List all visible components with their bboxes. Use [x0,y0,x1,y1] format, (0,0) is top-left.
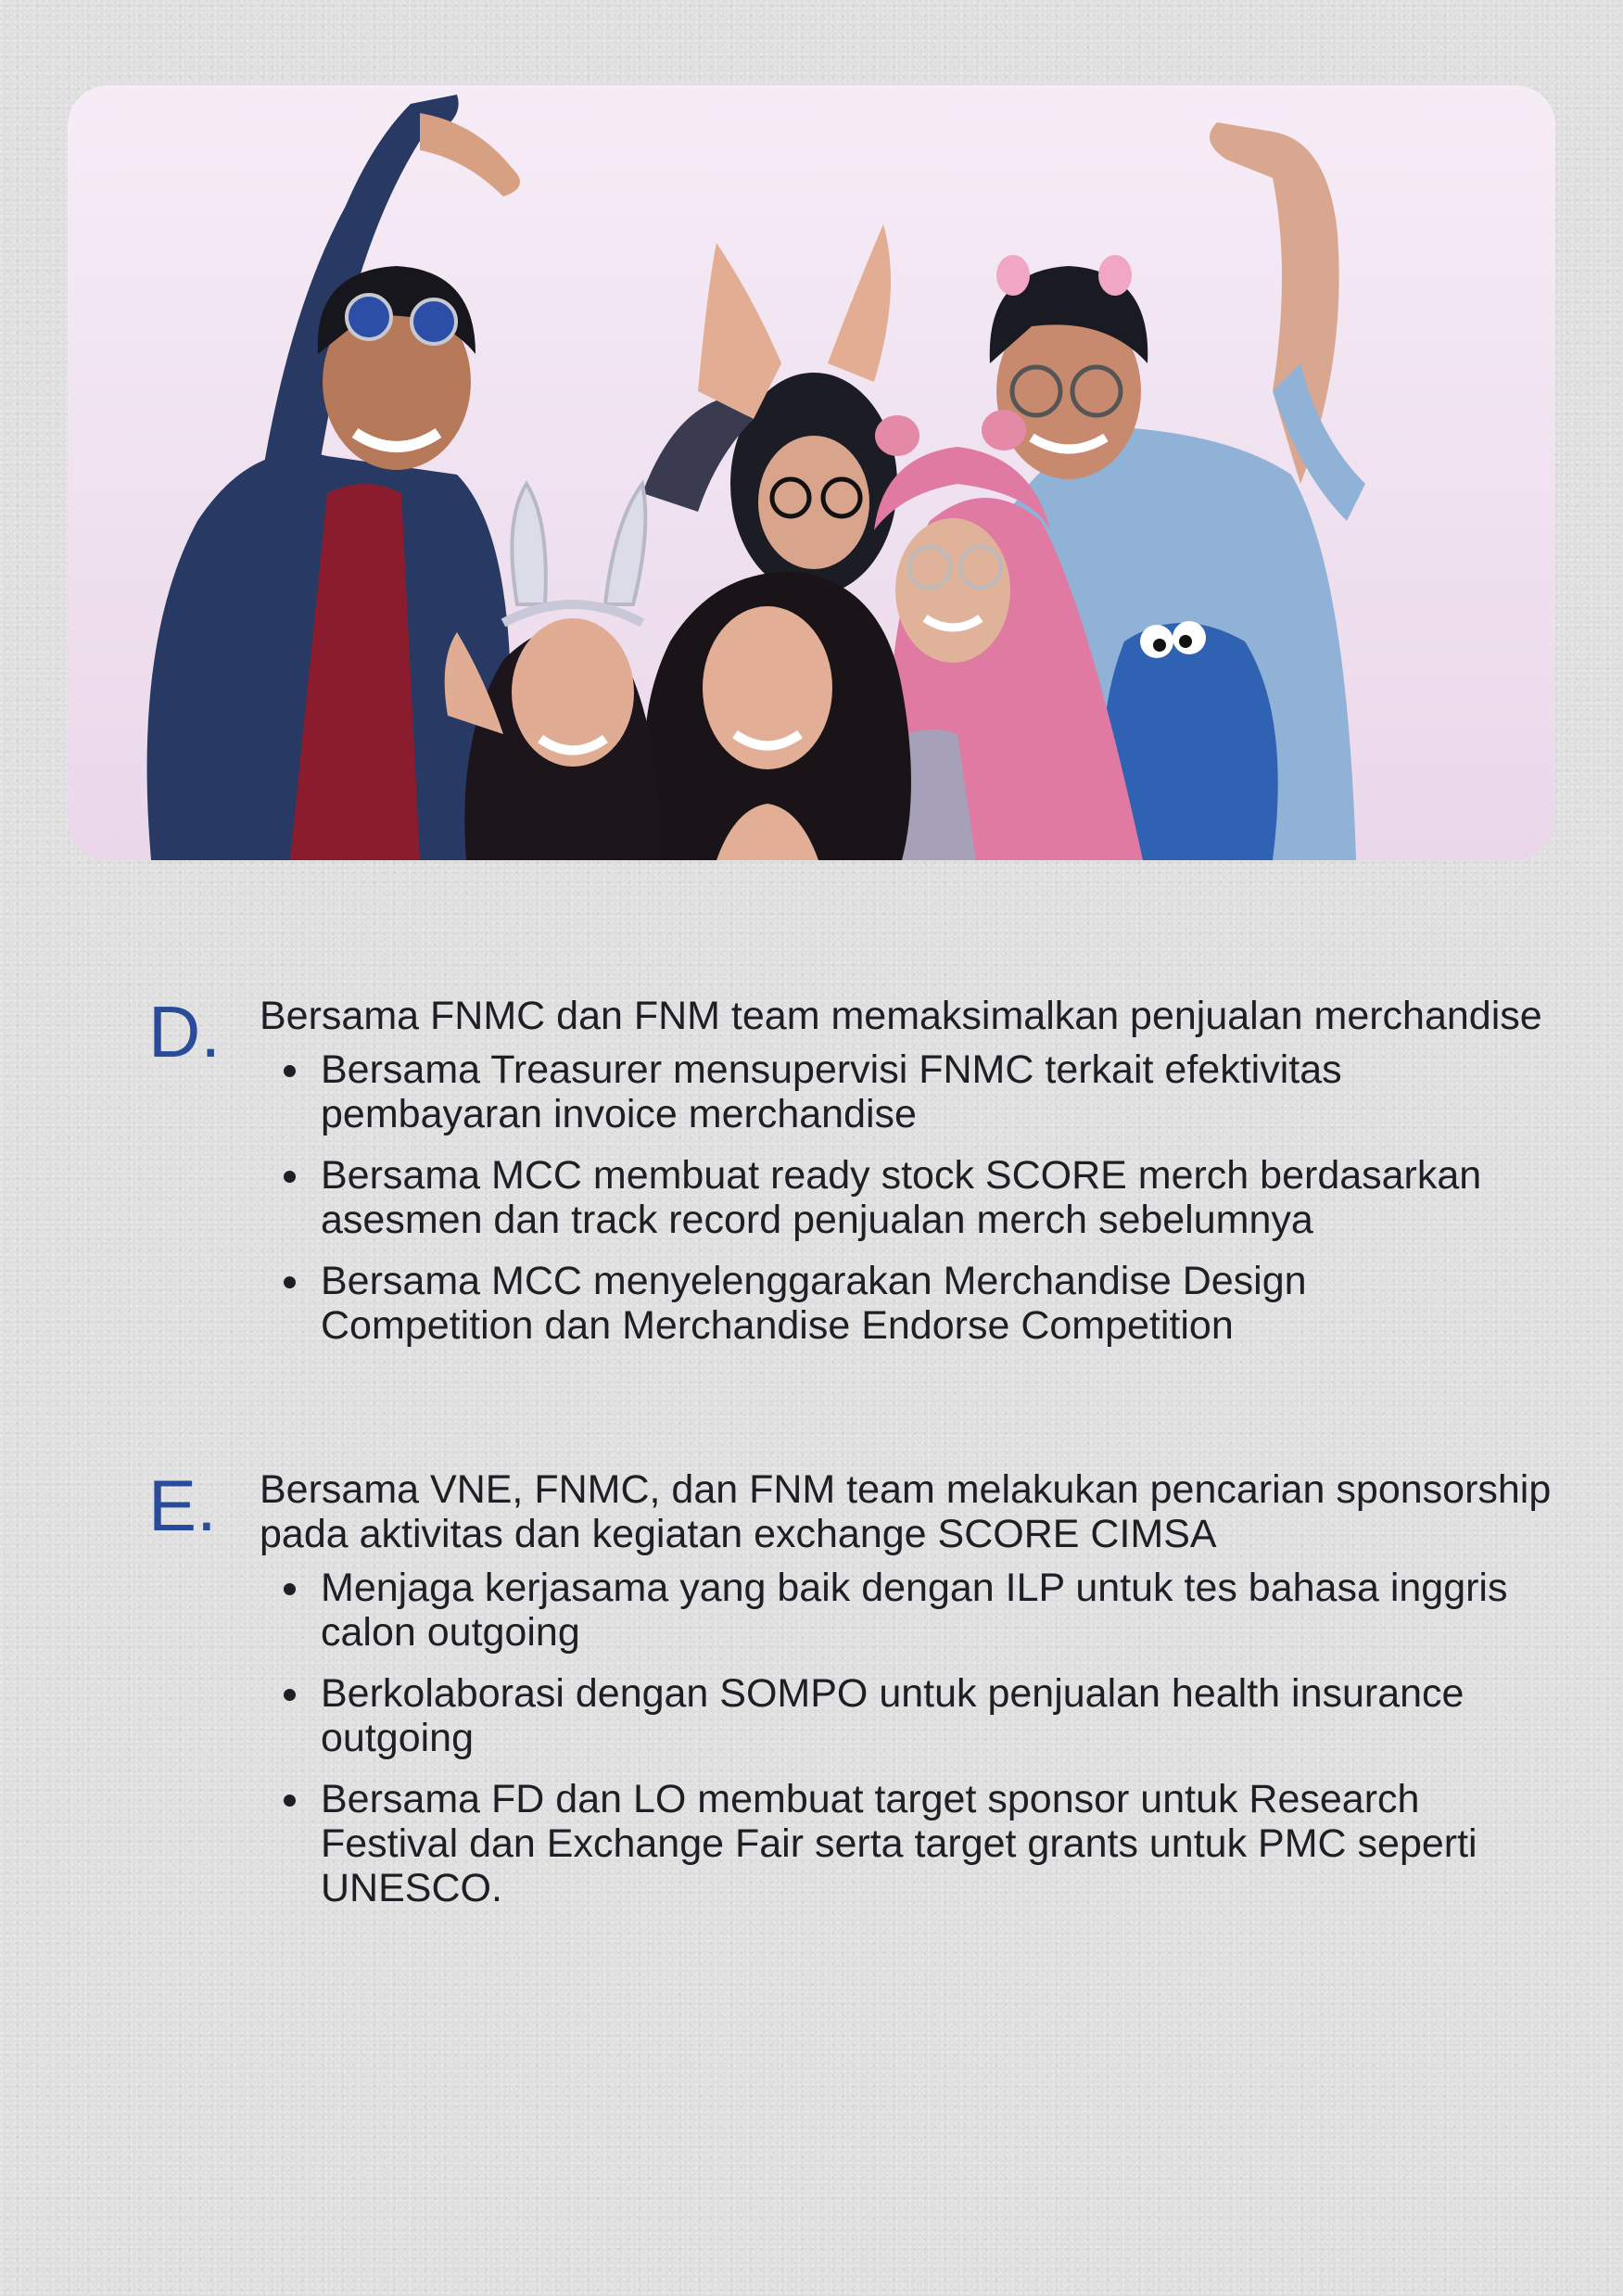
list-item [321,1047,1516,1136]
list-item [321,1259,1516,1348]
bullet-icon [284,1276,296,1288]
bullet-icon [284,1795,296,1807]
bullet-list [321,1047,1516,1348]
list-item-text: Bersama MCC membuat ready stock SCORE merch berdasarkan asesmen dan track record penjualan merch sebelumnya [321,1153,1482,1242]
section-e [139,1467,1566,1927]
list-item [321,1566,1516,1655]
list-item [321,1153,1516,1242]
list-item-text: Bersama FD dan LO membuat target sponsor untuk Research Festival dan Exchange Fair serta target grants untuk PMC seperti UNESCO. [321,1777,1477,1910]
group-photo-image [68,85,1555,860]
list-item-text: Bersama MCC menyelenggarakan Merchandise Design Competition dan Merchandise Endorse Competition [321,1259,1307,1348]
section-d [139,991,1566,1364]
bullet-icon [284,1171,296,1183]
list-item-text: Berkolaborasi dengan SOMPO untuk penjualan health insurance outgoing [321,1671,1465,1760]
section-heading: Bersama VNE, FNMC, dan FNM team melakukan pencarian sponsorship pada aktivitas dan kegiatan exchange SCORE CIMSA [260,1467,1552,1556]
section-letter: D. [148,991,221,1072]
group-photo [68,85,1555,860]
bullet-icon [284,1065,296,1077]
section-letter: E. [148,1465,217,1546]
list-item [321,1777,1516,1910]
list-item [321,1671,1516,1760]
list-item-text: Menjaga kerjasama yang baik dengan ILP untuk tes bahasa inggris calon outgoing [321,1566,1508,1655]
bullet-icon [284,1583,296,1595]
bullet-list [321,1566,1516,1910]
bullet-icon [284,1689,296,1701]
list-item-text: Bersama Treasurer mensupervisi FNMC terkait efektivitas pembayaran invoice merchandise [321,1047,1342,1136]
section-heading: Bersama FNMC dan FNM team memaksimalkan penjualan merchandise [260,994,1542,1038]
